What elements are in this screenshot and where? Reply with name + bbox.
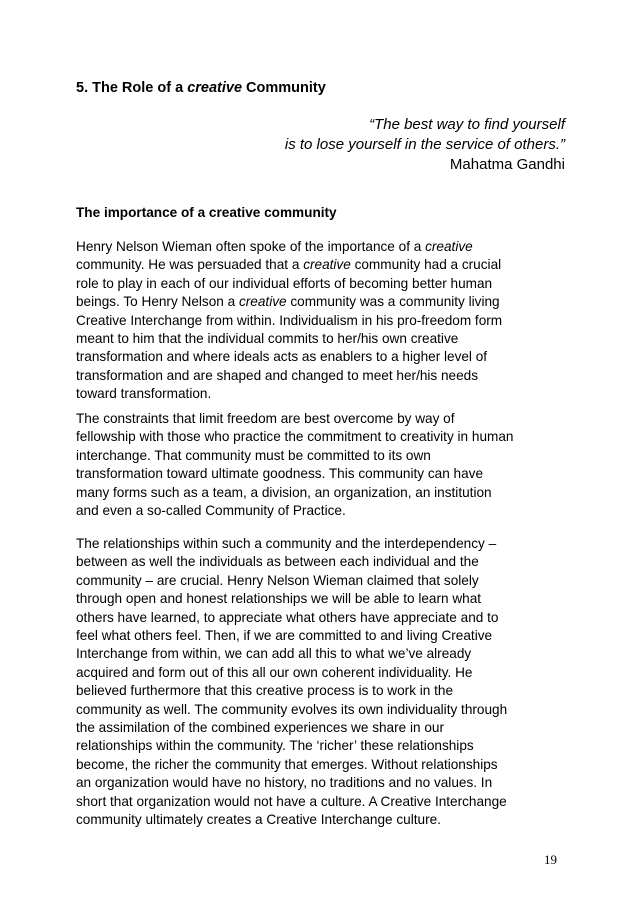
paragraph-line: role to play in each of our individual efforts of becoming better human — [76, 275, 493, 291]
page-number: 19 — [544, 852, 557, 867]
paragraph-line: transformation and are shaped and changed to meet her/his needs — [76, 367, 479, 383]
paragraph-line: the assimilation of the combined experiences we share in our — [76, 720, 444, 736]
italic-text-run: creative — [425, 239, 473, 254]
chapter-heading — [76, 78, 326, 98]
paragraph-line: transformation and where ideals acts as enablers to a higher level of — [76, 349, 488, 365]
paragraph-line: believed furthermore that this creative process is to work in the — [76, 683, 454, 699]
italic-text-run: creative — [303, 257, 351, 273]
paragraph-line — [76, 293, 568, 311]
paragraph-1 — [76, 238, 568, 404]
paragraph-line: Creative Interchange from within. Individualism in his pro-freedom form — [76, 312, 503, 328]
paragraph-line — [76, 256, 568, 274]
quote-line-1: “The best way to find yourself — [369, 116, 565, 133]
paragraph-line: many forms such as a team, a division, an organization, an institution — [76, 484, 492, 500]
chapter-heading-italic: creative — [187, 80, 243, 96]
quote-line-2: is to lose yourself in the service of others.” — [284, 136, 565, 153]
paragraph-line: others have learned, to appreciate what others have appreciate and to — [76, 609, 499, 625]
paragraph-line: meant to him that the individual commits to her/his own creative — [76, 331, 459, 347]
text-run: Henry Nelson Wieman often spoke of the importance of a — [76, 239, 426, 254]
paragraph-line: The constraints that limit freedom are best overcome by way of — [76, 411, 455, 426]
text-run: community. He was persuaded that a — [76, 257, 304, 273]
paragraph-line: community as well. The community evolves its own individuality through — [76, 701, 508, 717]
paragraph-line: toward transformation. — [76, 386, 212, 402]
paragraph-line: short that organization would not have a culture. A Creative Interchange — [76, 793, 507, 809]
text-run: community was a community living — [286, 294, 500, 310]
italic-text-run: creative — [238, 294, 287, 310]
paragraph-3 — [76, 535, 568, 830]
text-run: beings. To Henry Nelson a — [76, 294, 239, 310]
chapter-heading-prefix: 5. The Role of a — [76, 80, 188, 96]
paragraph-2 — [76, 410, 568, 520]
paragraph-line: community ultimately creates a Creative Interchange culture. — [76, 812, 441, 828]
paragraph-line: fellowship with those who practice the commitment to creativity in human — [76, 429, 514, 445]
text-run: community had a crucial — [350, 257, 502, 273]
paragraph-line: between as well the individuals as between each individual and the — [76, 554, 479, 570]
paragraph-line: an organization would have no history, no traditions and no values. In — [76, 775, 493, 791]
paragraph-line: Interchange from within, we can add all this to what we’ve already — [76, 646, 472, 662]
paragraph-line: feel what others feel. Then, if we are committed to and living Creative — [76, 628, 493, 644]
paragraph-line: community – are crucial. Henry Nelson Wieman claimed that solely — [76, 572, 479, 588]
paragraph-line: relationships within the community. The ‘richer’ these relationships — [76, 738, 474, 754]
quote-author: Mahatma Gandhi — [449, 156, 565, 173]
chapter-heading-suffix: Community — [242, 80, 326, 96]
paragraph-line: become, the richer the community that emerges. Without relationships — [76, 756, 498, 772]
section-heading: The importance of a creative community — [76, 205, 337, 220]
paragraph-line: and even a so-called Community of Practice. — [76, 503, 346, 519]
paragraph-line — [76, 238, 568, 256]
epigraph-quote — [285, 115, 565, 175]
paragraph-line: through open and honest relationships we will be able to learn what — [76, 591, 482, 607]
paragraph-line: transformation toward ultimate goodness. This community can have — [76, 466, 484, 482]
paragraph-line: acquired and form out of this all our own coherent individuality. He — [76, 664, 473, 680]
paragraph-line: interchange. That community must be committed to its own — [76, 447, 431, 463]
paragraph-line: The relationships within such a community and the interdependency – — [76, 536, 497, 551]
